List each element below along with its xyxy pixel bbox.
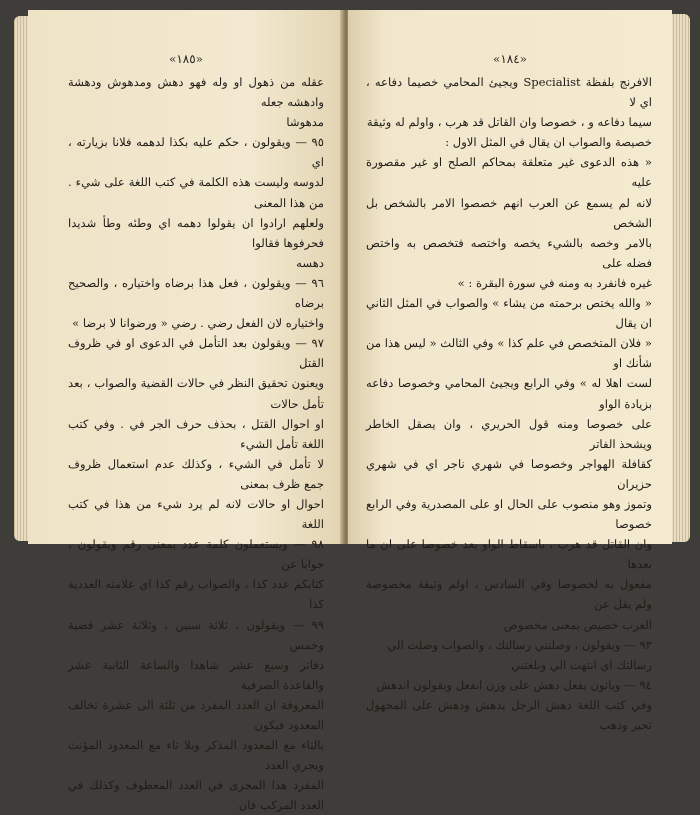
text-line: عقله من ذهول او وله فهو دهش ومدهوش ودهشة وادهشه جعله xyxy=(68,75,324,110)
text-line: رسالتك اي انتهت الي وبلغتني xyxy=(511,657,652,672)
text-line: احوال او حالات لانه لم يرد شيء من هذا في كتب اللغة xyxy=(68,496,324,532)
text-line: ٩٦ — ويقولون ، فعل هذا برضاه واختياره ، والصحيح برضاه xyxy=(68,275,324,311)
text-line: وان القاتل قد هرب ، باسقاط الواو بعد خصوصا على ان ما بعدها xyxy=(366,537,652,572)
text-line: مفعول به لخصوصا وفي السادس ، اولم وثيقة مخصوصة ولم يقل عن xyxy=(366,577,652,612)
text-line: بالامر وخصه بالشيء يخصه واختصه فتخصص به واختص فضله على xyxy=(366,235,652,270)
text-line: غيره فانفرد به ومنه في سورة البقرة : » xyxy=(457,275,652,290)
text-line: المفرد هذا المجرى في العدد المعطوف وكذلك في العدد المركب فان xyxy=(68,778,324,813)
text-line: « فلان المتخصص في علم كذا » وفي الثالث « ليس هذا من شأنك او xyxy=(366,336,652,371)
text-line: لانه لم يسمع عن العرب انهم خصصوا الامر بالشخص بل الشخص xyxy=(366,195,652,230)
text-line: الافرنج بلفظة Specialist ويجيئ المحامي خصيما دفاعه ، اي لا xyxy=(366,75,652,110)
text-line: ويعنون تحقيق النظر في حالات القضية والصواب ، بعد تأمل حالات xyxy=(68,376,324,411)
text-line: دهسه xyxy=(296,255,324,270)
left-page xyxy=(28,10,344,813)
text-line: وفي كتب اللغة دهش الرجل يدهش ودهش على المجهول تحير وذهب xyxy=(366,697,652,732)
text-line: ٩٤ — وياتون بفعل دهش على وزن انفعل ويقولون اندهش xyxy=(376,677,652,692)
right-page-number: «١٨٤» xyxy=(492,52,528,66)
open-book xyxy=(8,6,692,813)
left-page-text xyxy=(68,72,324,815)
right-page-text xyxy=(366,72,652,735)
text-line: او احوال القتل ، بحذف حرف الجر في . وفي كتب اللغة تأمل الشيء xyxy=(68,416,324,451)
text-line: ٩٥ — ويقولون ، حكم عليه بكذا لدهمه فلانا بزيارته ، اي xyxy=(68,135,324,170)
text-line: وتموز وهو منصوب على الحال او على المصدرية وفي الرابع خصوصا xyxy=(366,496,652,532)
text-line: سيما دفاعه و ، خصوصا وان القاتل قد هرب ، واولم له وثيقة xyxy=(366,115,652,130)
text-line: لدوسه وليست هذه الكلمة في كتب اللغة على شيء . من هذا المعنى xyxy=(68,175,324,210)
text-line: ٩٩ — ويقولون ، ثلاثة سنين ، وثلاثة عشر قضية وخمس xyxy=(68,617,324,652)
text-line: بالتاء مع المعدود المذكر وبلا تاء مع المعدود المؤنث ويجري العدد xyxy=(68,738,324,773)
left-page-number: «١٨٥» xyxy=(168,52,204,66)
text-line: دفاتر وسبع عشر شاهدا والساعة الثانية عشر والقاعدة الصرفية xyxy=(68,657,324,692)
text-line: ٩٨ — ويستعملون كلمة عدد بمعنى رقم ويقولون ، جوابا عن xyxy=(68,537,324,572)
text-line: « هذه الدعوى غير متعلقة بمحاكم الصلح او غير مقصورة عليه xyxy=(366,155,652,190)
text-line: العرب خصيص بمعنى مخصوص xyxy=(503,617,652,632)
text-line: لست اهلا له » وفي الرابع ويجيئ المحامي وخصوصا دفاعه بزيادة الواو xyxy=(366,376,652,411)
text-line: على خصوصا ومنه قول الحريري ، وان يصقل الخاطر ويشحذ الفاتر xyxy=(366,416,652,451)
text-line: مدهوشا xyxy=(286,115,324,130)
text-line: ٩٧ — ويقولون بعد التأمل في الدعوى او في ظروف القتل xyxy=(68,336,324,371)
text-line: ولعلهم ارادوا ان يقولوا دهمه اي وطئه وطأ شديدا فحرفوها فقالوا xyxy=(68,215,324,250)
text-line: خصيصة والصواب ان يقال في المثل الاول : xyxy=(445,135,652,150)
text-line: المعروفة ان العدد المفرد من ثلثة الى عشرة تخالف المعدود فيكون xyxy=(68,697,324,732)
text-line: ٩٣ — ويقولون ، وصلتني رسالتك ، والصواب وصلت الي xyxy=(387,637,652,652)
text-line: « والله يختص برحمته من يشاء » والصواب في المثل الثاني ان يقال xyxy=(366,296,652,331)
right-page xyxy=(348,10,672,732)
text-line: واختياره لان الفعل رضي . رضي « ورضوانا لا برضا » xyxy=(72,316,324,331)
text-line: كتابكم عدد كذا ، والصواب رقم كذا اي علامته العددية كذا xyxy=(68,577,324,612)
text-line: لا تأمل في الشيء ، وكذلك عدم استعمال ظروف جمع ظرف بمعنى xyxy=(68,456,324,491)
text-line: كقافلة الهواجر وخصوصا في شهري ناجر اي في شهري حزيران xyxy=(366,456,652,491)
